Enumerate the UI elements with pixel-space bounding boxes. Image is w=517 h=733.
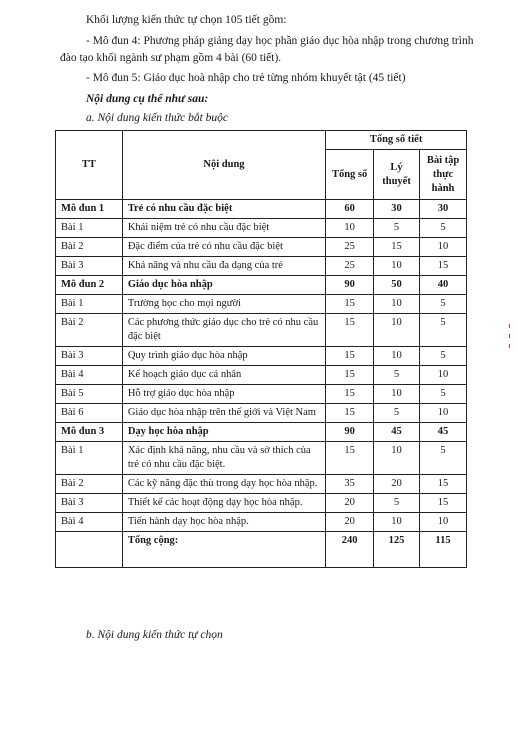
row-practice: 10 xyxy=(420,238,467,257)
row-tt: Bài 2 xyxy=(56,238,123,257)
row-theory: 5 xyxy=(374,404,420,423)
row-content: Trường học cho mọi người xyxy=(122,295,325,314)
row-tt: Bài 1 xyxy=(56,219,123,238)
row-content: Tiến hành dạy học hòa nhập. xyxy=(122,513,325,532)
row-content: Đặc điểm của trẻ có nhu cầu đặc biệt xyxy=(122,238,325,257)
table-row xyxy=(56,238,467,257)
row-theory: 10 xyxy=(374,347,420,366)
table-row xyxy=(56,257,467,276)
row-total: 15 xyxy=(326,442,374,475)
table-row xyxy=(56,295,467,314)
row-content: Hỗ trợ giáo dục hòa nhập xyxy=(122,385,325,404)
row-theory: 10 xyxy=(374,257,420,276)
row-theory: 45 xyxy=(374,423,420,442)
row-practice: 45 xyxy=(420,423,467,442)
table-row xyxy=(56,442,467,475)
total-theory: 125 xyxy=(374,532,420,568)
row-practice: 5 xyxy=(420,219,467,238)
row-theory: 5 xyxy=(374,494,420,513)
row-theory: 10 xyxy=(374,295,420,314)
row-content: Xác định khả năng, nhu cầu và sở thích của trẻ có nhu cầu đặc biệt. xyxy=(122,442,325,475)
intro-line-1: Khối lượng kiến thức tự chọn 105 tiết gồm: xyxy=(86,14,287,26)
row-tt: Bài 3 xyxy=(56,494,123,513)
row-practice: 15 xyxy=(420,257,467,276)
row-total: 20 xyxy=(326,494,374,513)
row-total: 35 xyxy=(326,475,374,494)
row-content: Khái niệm trẻ có nhu cầu đặc biệt xyxy=(122,219,325,238)
row-tt: Bài 1 xyxy=(56,295,123,314)
row-tt: Bài 2 xyxy=(56,475,123,494)
row-content: Giáo dục hòa nhập trên thế giới và Việt Nam xyxy=(122,404,325,423)
row-content: Quy trình giáo dục hòa nhập xyxy=(122,347,325,366)
row-practice: 40 xyxy=(420,276,467,295)
row-practice: 5 xyxy=(420,295,467,314)
table-row xyxy=(56,423,467,442)
total-tt xyxy=(56,532,123,568)
row-practice: 10 xyxy=(420,404,467,423)
row-tt: Bài 4 xyxy=(56,366,123,385)
row-tt: Bài 3 xyxy=(56,257,123,276)
row-practice: 5 xyxy=(420,442,467,475)
row-theory: 5 xyxy=(374,366,420,385)
table-row xyxy=(56,385,467,404)
table-row xyxy=(56,513,467,532)
row-total: 10 xyxy=(326,219,374,238)
header-total: Tổng số xyxy=(326,150,374,200)
total-row xyxy=(56,532,467,568)
row-total: 15 xyxy=(326,347,374,366)
table-row xyxy=(56,404,467,423)
header-theory: Lý thuyết xyxy=(374,150,420,200)
row-practice: 15 xyxy=(420,494,467,513)
row-tt: Mô đun 3 xyxy=(56,423,123,442)
row-content: Trẻ có nhu cầu đặc biệt xyxy=(122,200,325,219)
row-tt: Bài 2 xyxy=(56,314,123,347)
section-a-heading: a. Nội dung kiến thức bắt buộc xyxy=(86,112,229,124)
row-total: 25 xyxy=(326,257,374,276)
table-body xyxy=(56,200,467,568)
table-row xyxy=(56,494,467,513)
table-row xyxy=(56,366,467,385)
total-sum: 240 xyxy=(326,532,374,568)
row-total: 15 xyxy=(326,404,374,423)
row-total: 15 xyxy=(326,385,374,404)
row-content: Khả năng và nhu cầu đa dạng của trẻ xyxy=(122,257,325,276)
row-tt: Bài 6 xyxy=(56,404,123,423)
row-content: Các kỹ năng đặc thù trong dạy học hòa nhập. xyxy=(122,475,325,494)
row-content: Các phương thức giáo dục cho trẻ có nhu cầu đặc biệt xyxy=(122,314,325,347)
row-theory: 5 xyxy=(374,219,420,238)
table-row xyxy=(56,314,467,347)
header-practice: Bài tập thực hành xyxy=(420,150,467,200)
row-theory: 10 xyxy=(374,314,420,347)
row-tt: Bài 5 xyxy=(56,385,123,404)
row-practice: 5 xyxy=(420,314,467,347)
row-tt: Mô đun 2 xyxy=(56,276,123,295)
section-b-heading: b. Nội dung kiến thức tự chọn xyxy=(86,629,223,641)
row-tt: Mô đun 1 xyxy=(56,200,123,219)
row-theory: 10 xyxy=(374,513,420,532)
row-total: 60 xyxy=(326,200,374,219)
row-tt: Bài 3 xyxy=(56,347,123,366)
row-practice: 5 xyxy=(420,347,467,366)
row-total: 90 xyxy=(326,423,374,442)
row-theory: 15 xyxy=(374,238,420,257)
intro-line-2-cont: đào tạo khối ngành sư phạm gồm 4 bài (60 tiết). xyxy=(60,52,282,64)
row-practice: 10 xyxy=(420,366,467,385)
table-row xyxy=(56,200,467,219)
intro-line-3: - Mô đun 5: Giáo dục hoà nhập cho trẻ từng nhóm khuyết tật (45 tiết) xyxy=(86,72,406,84)
row-total: 15 xyxy=(326,314,374,347)
row-theory: 50 xyxy=(374,276,420,295)
row-content: Thiết kế các hoạt động dạy học hòa nhập. xyxy=(122,494,325,513)
header-content: Nội dung xyxy=(122,131,325,200)
row-total: 15 xyxy=(326,295,374,314)
row-content: Giáo dục hòa nhập xyxy=(122,276,325,295)
header-period-group: Tổng số tiết xyxy=(326,131,467,150)
row-theory: 30 xyxy=(374,200,420,219)
row-content: Kế hoạch giáo dục cá nhân xyxy=(122,366,325,385)
total-practice: 115 xyxy=(420,532,467,568)
row-tt: Bài 1 xyxy=(56,442,123,475)
row-practice: 30 xyxy=(420,200,467,219)
row-practice: 15 xyxy=(420,475,467,494)
row-total: 25 xyxy=(326,238,374,257)
row-total: 90 xyxy=(326,276,374,295)
row-content: Dạy học hòa nhập xyxy=(122,423,325,442)
row-tt: Bài 4 xyxy=(56,513,123,532)
row-total: 15 xyxy=(326,366,374,385)
row-practice: 5 xyxy=(420,385,467,404)
header-tt: TT xyxy=(56,131,123,200)
row-total: 20 xyxy=(326,513,374,532)
content-heading: Nội dung cụ thể như sau: xyxy=(86,93,209,105)
margin-scan-marks xyxy=(509,318,517,354)
intro-line-2: - Mô đun 4: Phương pháp giảng dạy học phần giáo dục hòa nhập trong chương trình xyxy=(86,35,474,47)
table-row xyxy=(56,347,467,366)
row-theory: 20 xyxy=(374,475,420,494)
table-row xyxy=(56,276,467,295)
table-row xyxy=(56,219,467,238)
row-practice: 10 xyxy=(420,513,467,532)
curriculum-table xyxy=(55,130,467,568)
row-theory: 10 xyxy=(374,385,420,404)
row-theory: 10 xyxy=(374,442,420,475)
table-row xyxy=(56,475,467,494)
total-label: Tổng cộng: xyxy=(122,532,325,568)
